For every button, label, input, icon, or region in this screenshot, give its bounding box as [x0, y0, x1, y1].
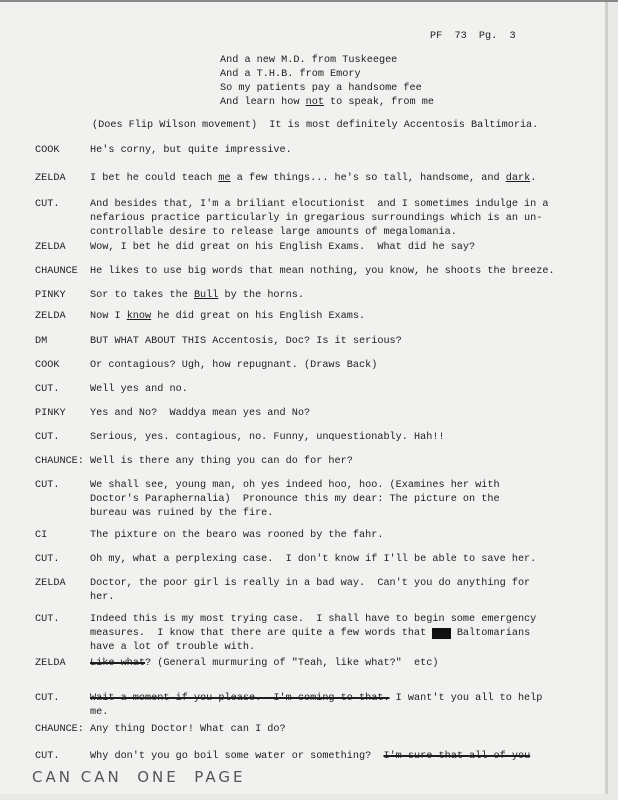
- dialogue-line: [90, 241, 475, 255]
- line-text: to speak, from me: [323, 97, 434, 108]
- speaker-name: CUT.: [35, 554, 60, 565]
- dialogue-line: [90, 265, 555, 279]
- speaker-name: DM: [35, 336, 48, 347]
- line-text: Sor to takes the: [90, 290, 194, 301]
- speaker-name: ZELDA: [35, 311, 66, 322]
- line-text: Or contagious? Ugh, how repugnant. (Draws Back): [90, 360, 378, 371]
- poem-line: [220, 82, 422, 96]
- line-text: .: [530, 173, 537, 184]
- struck-text: Wait a moment if you please. I'm coming to that.: [90, 693, 390, 704]
- line-text: He's corny, but quite impressive.: [90, 145, 292, 156]
- line-text: I bet he could teach: [90, 173, 219, 184]
- dialogue-line: [90, 407, 310, 421]
- line-text: I want't you all to help: [389, 693, 543, 704]
- speaker-name: ZELDA: [35, 173, 66, 184]
- line-text: Any thing Doctor! What can I do?: [90, 724, 286, 735]
- line-text: Wow, I bet he did great on his English Exams. What did he say?: [90, 242, 476, 253]
- line-text: Doctor, the poor girl is really in a bad way. Can't you do anything for: [90, 578, 531, 589]
- line-text: So my patients pay a handsome fee: [220, 83, 422, 94]
- speaker-name: CHAUNCE: [35, 266, 78, 277]
- underlined-text: Bull: [193, 290, 219, 301]
- underlined-text: not: [305, 97, 324, 108]
- line-text: Baltomarians: [450, 628, 531, 639]
- speaker-name: CUT.: [35, 693, 60, 704]
- stage-direction: (Does Flip Wilson movement) It is most definitely Accentosis Baltimoria.: [92, 120, 539, 131]
- line-text: measures. I know that there are quite a few words that: [90, 628, 433, 639]
- dialogue-line: [90, 289, 304, 303]
- dialogue-line: [90, 455, 353, 469]
- speaker-name: ZELDA: [35, 578, 66, 589]
- line-text: BUT WHAT ABOUT THIS Accentosis, Doc? Is it serious?: [90, 336, 402, 347]
- struck-text: I'm sure that all of you: [383, 751, 531, 762]
- line-text: And besides that, I'm a briliant elocutionist and I sometimes indulge in a: [90, 199, 549, 210]
- struck-text: Like what: [90, 658, 146, 669]
- speaker-name: ZELDA: [35, 242, 66, 253]
- dialogue-line: [90, 226, 457, 240]
- dialogue-line: [90, 383, 188, 397]
- line-text: Why don't you go boil some water or something?: [90, 751, 384, 762]
- line-text: Now I: [90, 311, 127, 322]
- line-text: We shall see, young man, oh yes indeed hoo, hoo. (Examines her with: [90, 480, 500, 491]
- dialogue-line: [90, 613, 536, 627]
- redacted-text: our: [432, 628, 451, 639]
- speaker-name: PINKY: [35, 408, 66, 419]
- line-text: by the horns.: [218, 290, 304, 301]
- line-text: Well is there any thing you can do for her?: [90, 456, 353, 467]
- poem-line: [220, 54, 397, 68]
- line-text: And a new M.D. from Tuskeegee: [220, 55, 398, 66]
- dialogue-line: [90, 144, 292, 158]
- dialogue-line: [90, 507, 273, 521]
- page-header: PF 73 Pg. 3: [430, 31, 516, 42]
- speaker-name: CUT.: [35, 751, 60, 762]
- dialogue-line: [90, 359, 377, 373]
- line-text: a few things... he's so tall, handsome, and: [230, 173, 506, 184]
- speaker-name: ZELDA: [35, 658, 66, 669]
- line-text: Oh my, what a perplexing case. I don't know if I'll be able to save her.: [90, 554, 537, 565]
- dialogue-line: [90, 335, 402, 349]
- speaker-name: CUT.: [35, 432, 60, 443]
- speaker-name: PINKY: [35, 290, 66, 301]
- line-text: controllable desire to release large amounts of megalomania.: [90, 227, 457, 238]
- line-text: Indeed this is my most trying case. I shall have to begin some emergency: [90, 614, 537, 625]
- dialogue-line: [90, 591, 114, 605]
- line-text: Yes and No? Waddya mean yes and No?: [90, 408, 311, 419]
- line-text: have a lot of trouble with.: [90, 642, 256, 653]
- line-text: Serious, yes. contagious, no. Funny, unquestionably. Hah!!: [90, 432, 445, 443]
- line-text: He likes to use big words that mean nothing, you know, he shoots the breeze.: [90, 266, 555, 277]
- dialogue-line: [90, 577, 530, 591]
- speaker-name: CUT.: [35, 614, 60, 625]
- line-text: he did great on his English Exams.: [151, 311, 366, 322]
- dialogue-line: [90, 431, 445, 445]
- dialogue-line: [90, 657, 438, 671]
- speaker-name: CUT.: [35, 199, 60, 210]
- dialogue-line: [90, 212, 542, 226]
- dialogue-line: [90, 529, 383, 543]
- poem-line: [220, 68, 361, 82]
- speaker-name: CI: [35, 530, 48, 541]
- dialogue-line: [90, 310, 365, 324]
- dialogue-line: [90, 553, 536, 567]
- speaker-name: CHAUNCE:: [35, 724, 84, 735]
- line-text: The pixture on the bearo was rooned by the fahr.: [90, 530, 384, 541]
- underlined-text: me: [218, 173, 231, 184]
- dialogue-line: [90, 493, 500, 507]
- dialogue-line: [90, 198, 549, 212]
- line-text: And learn how: [220, 97, 306, 108]
- underlined-text: know: [126, 311, 152, 322]
- line-text: bureau was ruined by the fire.: [90, 508, 274, 519]
- dialogue-line: [90, 723, 286, 737]
- dialogue-line: [90, 479, 500, 493]
- speaker-name: COOK: [35, 145, 60, 156]
- speaker-name: CUT.: [35, 384, 60, 395]
- line-text: Well yes and no.: [90, 384, 188, 395]
- speaker-name: COOK: [35, 360, 60, 371]
- typewritten-page: [0, 2, 608, 794]
- line-text: ? (General murmuring of "Teah, like what?" etc): [145, 658, 439, 669]
- line-text: And a T.H.B. from Emory: [220, 69, 361, 80]
- line-text: me.: [90, 707, 109, 718]
- speaker-name: CUT.: [35, 480, 60, 491]
- dialogue-line: [90, 641, 255, 655]
- speaker-name: CHAUNCE:: [35, 456, 84, 467]
- handwritten-note: CAN CAN ONE PAGE: [32, 768, 246, 786]
- dialogue-line: [90, 172, 536, 186]
- line-text: her.: [90, 592, 115, 603]
- poem-line: [220, 96, 434, 110]
- line-text: Doctor's Paraphernalia) Pronounce this my dear: The picture on the: [90, 494, 500, 505]
- underlined-text: dark: [505, 173, 531, 184]
- dialogue-line: [90, 692, 542, 706]
- dialogue-line: [90, 627, 530, 641]
- dialogue-line: [90, 750, 530, 764]
- dialogue-line: [90, 706, 108, 720]
- line-text: nefarious practice particularly in gregarious surroundings which is an un-: [90, 213, 543, 224]
